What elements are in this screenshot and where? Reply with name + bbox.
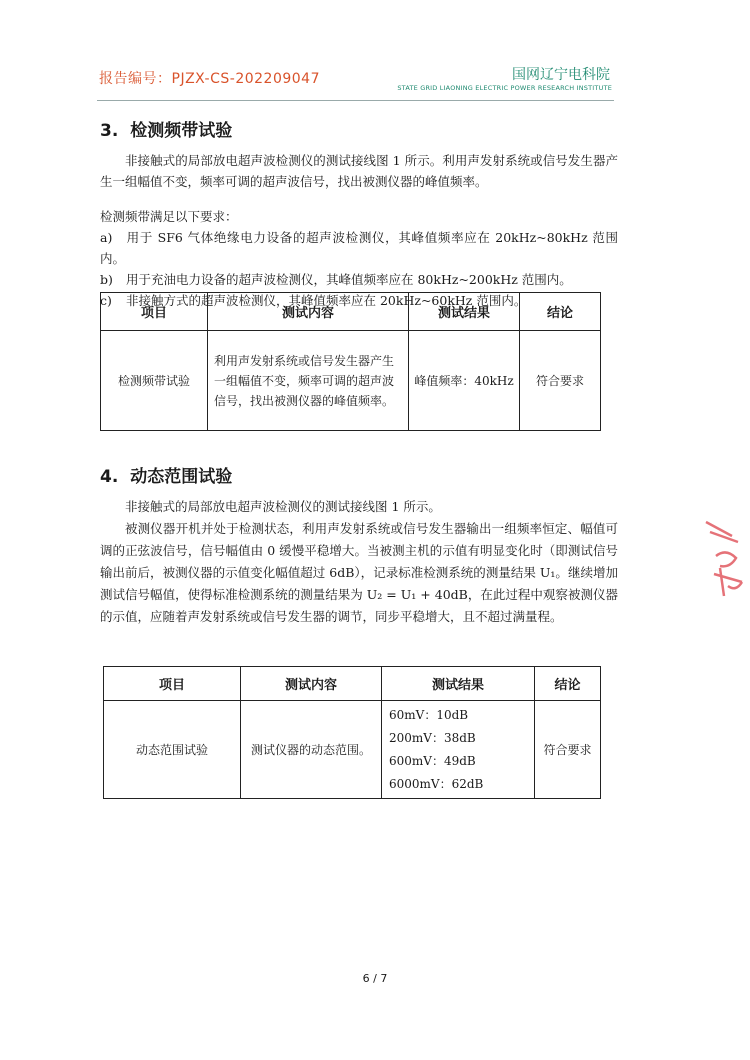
section-4-para-1: 非接触式的局部放电超声波检测仪的测试接线图 1 所示。	[125, 499, 441, 514]
requirements-heading: 检测频带满足以下要求：	[100, 209, 238, 224]
table-cell-item: 检测频带试验	[101, 331, 208, 431]
section-4-title	[100, 462, 232, 487]
requirement-item: c) 非接触方式的超声波检测仪，其峰值频率应在 20kHz~60kHz 范围内。	[100, 293, 527, 308]
section-4-para-2: 被测仪器开机并处于检测状态，利用声发射系统或信号发生器输出一组频率恒定、幅值可调的正弦波信号，信号幅值由 0 缓慢平稳增大。当被测主机的示值有明显变化时（即测试信号输出前后，被测仪器的示值变化幅值超过 6dB），记录标准检测系统的测量结果 U₁。继续增加测试信号幅值，使得标准检测系统的测量结果为 U₂ = U₁ + 40dB，在此过程中观察被测仪器的示值，应随着声发射系统或信号发生器的调节，同步平稳增大，且不超过满量程。	[100, 521, 618, 624]
table-header-item: 项目	[101, 293, 208, 331]
table-header-conclusion: 结论	[520, 293, 601, 331]
org-name-en: STATE GRID LIAONING ELECTRIC POWER RESEARCH INSTITUTE	[397, 84, 612, 92]
section-4-heading: 动态范围试验	[130, 467, 233, 487]
section-4-number: 4.	[100, 467, 119, 487]
table-header-conclusion: 结论	[535, 667, 601, 701]
table-header-content: 测试内容	[241, 667, 382, 701]
seal-stamp-fragment	[702, 512, 750, 608]
table-header-content: 测试内容	[208, 293, 409, 331]
table-header-item: 项目	[104, 667, 241, 701]
table-cell-content: 利用声发射系统或信号发生器产生一组幅值不变，频率可调的超声波信号，找出被测仪器的峰值频率。	[208, 331, 409, 431]
requirement-item: b) 用于充油电力设备的超声波检测仪，其峰值频率应在 80kHz~200kHz 范围内。	[100, 272, 572, 287]
section-3-table	[100, 292, 601, 431]
table-header-result: 测试结果	[382, 667, 535, 701]
result-line: 6000mV：62dB	[389, 776, 484, 791]
section-3-heading: 检测频带试验	[130, 121, 233, 141]
result-line: 200mV：38dB	[389, 730, 476, 745]
result-line: 600mV：49dB	[389, 753, 476, 768]
requirement-item: a) 用于 SF6 气体绝缘电力设备的超声波检测仪，其峰值频率应在 20kHz~80kHz 范围内。	[100, 230, 618, 266]
report-number: 报告编号：PJZX-CS-202209047	[99, 71, 320, 87]
section-3-intro: 非接触式的局部放电超声波检测仪的测试接线图 1 所示。利用声发射系统或信号发生器产生一组幅值不变，频率可调的超声波信号，找出被测仪器的峰值频率。	[100, 153, 618, 189]
table-cell-content: 测试仪器的动态范围。	[241, 701, 382, 799]
table-header-result: 测试结果	[409, 293, 520, 331]
header-divider	[97, 100, 614, 101]
org-name-cn: 国网辽宁电科院	[512, 67, 610, 83]
section-4-table	[103, 666, 601, 799]
table-cell-result: 峰值频率：40kHz	[409, 331, 520, 431]
section-3-number: 3.	[100, 121, 119, 141]
result-line: 60mV：10dB	[389, 707, 469, 722]
table-cell-conclusion: 符合要求	[535, 701, 601, 799]
section-3-title	[100, 116, 232, 141]
table-cell-item: 动态范围试验	[104, 701, 241, 799]
table-cell-conclusion: 符合要求	[520, 331, 601, 431]
page-number: 6 / 7	[362, 972, 388, 985]
table-cell-results	[382, 701, 535, 799]
